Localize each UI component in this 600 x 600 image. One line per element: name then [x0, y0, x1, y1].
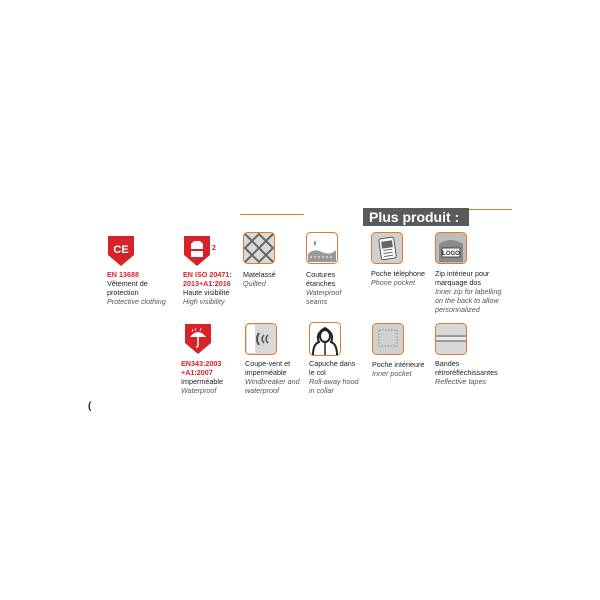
svg-text:2: 2 — [212, 245, 216, 252]
logo-zip-icon — [435, 232, 467, 264]
standard-en20471-text — [183, 270, 232, 306]
feature-fr-line: imperméable — [245, 368, 287, 377]
feature-en-line: Quilted — [243, 279, 266, 288]
standard-code: EN ISO 20471: — [183, 270, 232, 279]
standard-en-line: Waterproof — [181, 386, 217, 395]
feature-fr-line: Poche téléphone — [371, 269, 425, 278]
feature-fr-line: Coupe-vent et — [245, 359, 291, 368]
inner-pocket-icon — [372, 323, 404, 355]
standard-en-line: Protective clothing — [107, 297, 166, 306]
feature-en-line: Inner zip for labelling — [435, 287, 502, 296]
standard-fr-line: protection — [107, 288, 139, 297]
feature-en-line: Windbreaker and — [245, 377, 300, 386]
feature-en-line: waterproof — [245, 386, 279, 395]
standard-en343-text — [181, 359, 223, 395]
feature-en-line: seams — [306, 297, 328, 306]
standard-code: EN343:2003 — [181, 359, 222, 368]
feature-fr-line: Capuche dans — [309, 359, 356, 368]
feature-en-line: personnalized — [435, 305, 480, 314]
standard-fr-line: Vêtement de — [107, 279, 148, 288]
logo-text: LOGO — [442, 251, 460, 257]
feature-fr-line: étanches — [306, 279, 336, 288]
standard-fr-line: Imperméable — [181, 377, 223, 386]
orange-rule-right — [469, 209, 512, 210]
feature-fr-line: Coutures — [306, 270, 336, 279]
standard-en-line: High visibility — [183, 297, 225, 306]
feature-en-line: Roll-away hood — [309, 377, 359, 386]
feature-hood-text — [309, 359, 359, 395]
phone-pocket-icon — [371, 232, 403, 264]
stray-bracket: ( — [88, 401, 92, 412]
standard-en13688-text — [107, 270, 166, 306]
feature-en-line: Waterproof — [306, 288, 342, 297]
feature-phone-text — [371, 269, 425, 287]
standard-code: EN 13688 — [107, 270, 139, 279]
feature-fr-line: Zip intérieur pour — [435, 269, 490, 278]
feature-quilted-text — [243, 270, 276, 288]
feature-seams-text — [306, 270, 341, 306]
standard-code-2: +A1:2007 — [181, 368, 213, 377]
plus-produit-banner: Plus produit : — [363, 208, 469, 226]
hood-collar-icon — [309, 322, 341, 354]
feature-logo-text — [435, 269, 501, 314]
feature-fr-line: marquage dos — [435, 278, 481, 287]
reflective-tapes-icon — [435, 323, 467, 355]
feature-fr-line: Bandes — [435, 359, 460, 368]
feature-fr-line: le col — [309, 368, 326, 377]
quilted-icon — [243, 232, 275, 264]
svg-text:CE: CE — [113, 244, 129, 256]
feature-en-line: Reflective tapes — [435, 377, 487, 386]
feature-en-line: in collar — [309, 386, 334, 395]
waterproof-seams-icon — [306, 232, 338, 264]
feature-fr-line: Matelassé — [243, 270, 276, 279]
standard-code-2: 2013+A1:2016 — [183, 279, 231, 288]
ce-shield-icon — [107, 235, 135, 267]
high-visibility-shield-icon — [183, 235, 215, 267]
feature-reflective-text — [435, 359, 498, 386]
feature-en-line: Inner pocket — [372, 369, 412, 378]
orange-rule-left — [240, 214, 304, 215]
umbrella-shield-icon — [184, 323, 212, 355]
feature-inner-pocket-text — [372, 360, 424, 378]
feature-en-line: on the back to allow — [435, 296, 499, 305]
windbreaker-icon — [245, 323, 277, 355]
feature-windbreaker-text — [245, 359, 300, 395]
feature-en-line: Phone pocket — [371, 278, 415, 287]
feature-fr-line: Poche intérieure — [372, 360, 425, 369]
standard-fr-line: Haute visibilité — [183, 288, 230, 297]
feature-fr-line: rétroréfléchissantes — [435, 368, 498, 377]
